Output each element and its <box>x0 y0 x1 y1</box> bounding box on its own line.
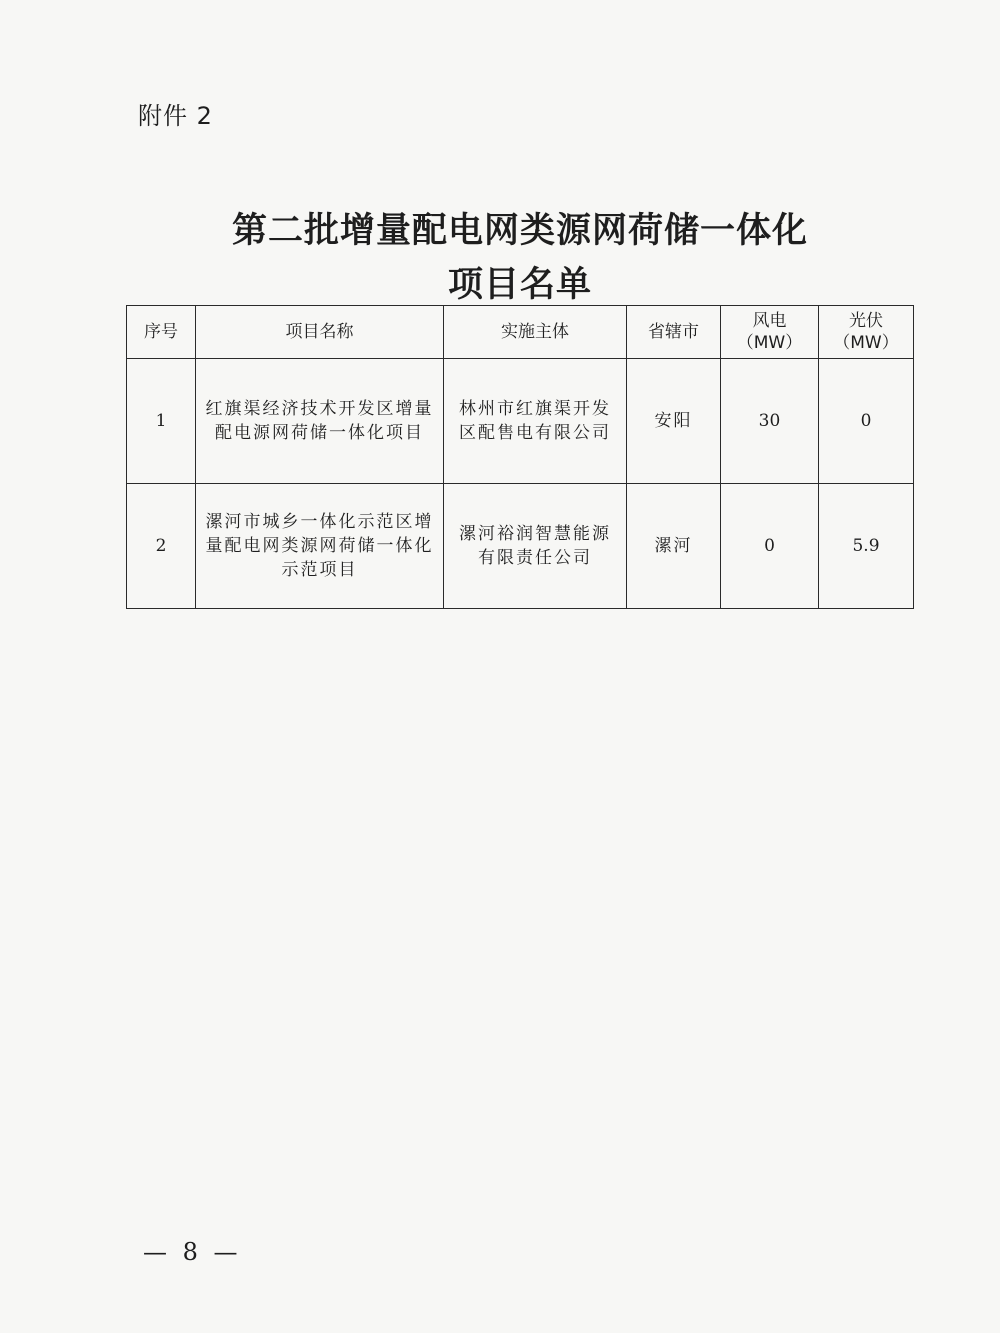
cell-entity: 林州市红旗渠开发区配售电有限公司 <box>444 359 627 484</box>
cell-index: 2 <box>127 484 196 609</box>
cell-project-name: 红旗渠经济技术开发区增量配电源网荷储一体化项目 <box>196 359 444 484</box>
cell-solar: 5.9 <box>819 484 914 609</box>
table-row <box>127 359 914 484</box>
cell-city: 漯河 <box>627 484 721 609</box>
project-list-table <box>126 305 914 609</box>
column-header-wind <box>721 306 819 359</box>
column-header-city: 省辖市 <box>627 306 721 359</box>
attachment-label: 附件 2 <box>138 102 213 130</box>
cell-wind: 0 <box>721 484 819 609</box>
column-header-solar-label: 光伏 <box>849 311 883 331</box>
cell-city: 安阳 <box>627 359 721 484</box>
cell-wind: 30 <box>721 359 819 484</box>
column-header-wind-label: 风电 <box>752 311 787 331</box>
cell-solar: 0 <box>819 359 914 484</box>
column-header-entity: 实施主体 <box>444 306 627 359</box>
column-header-wind-unit: （MW） <box>736 333 803 353</box>
column-header-index: 序号 <box>127 306 196 359</box>
column-header-solar-unit: （MW） <box>833 333 899 353</box>
document-title-line-2: 项目名单 <box>447 265 592 305</box>
cell-project-name: 漯河市城乡一体化示范区增量配电网类源网荷储一体化示范项目 <box>196 484 444 609</box>
page-number: — 8 — <box>143 1238 242 1266</box>
table-header-row <box>127 306 914 359</box>
column-header-project-name: 项目名称 <box>196 306 444 359</box>
cell-index: 1 <box>127 359 196 484</box>
column-header-solar <box>819 306 914 359</box>
document-title-line-1: 第二批增量配电网类源网荷储一体化 <box>231 211 808 251</box>
cell-entity: 漯河裕润智慧能源有限责任公司 <box>444 484 627 609</box>
table-row <box>127 484 914 609</box>
